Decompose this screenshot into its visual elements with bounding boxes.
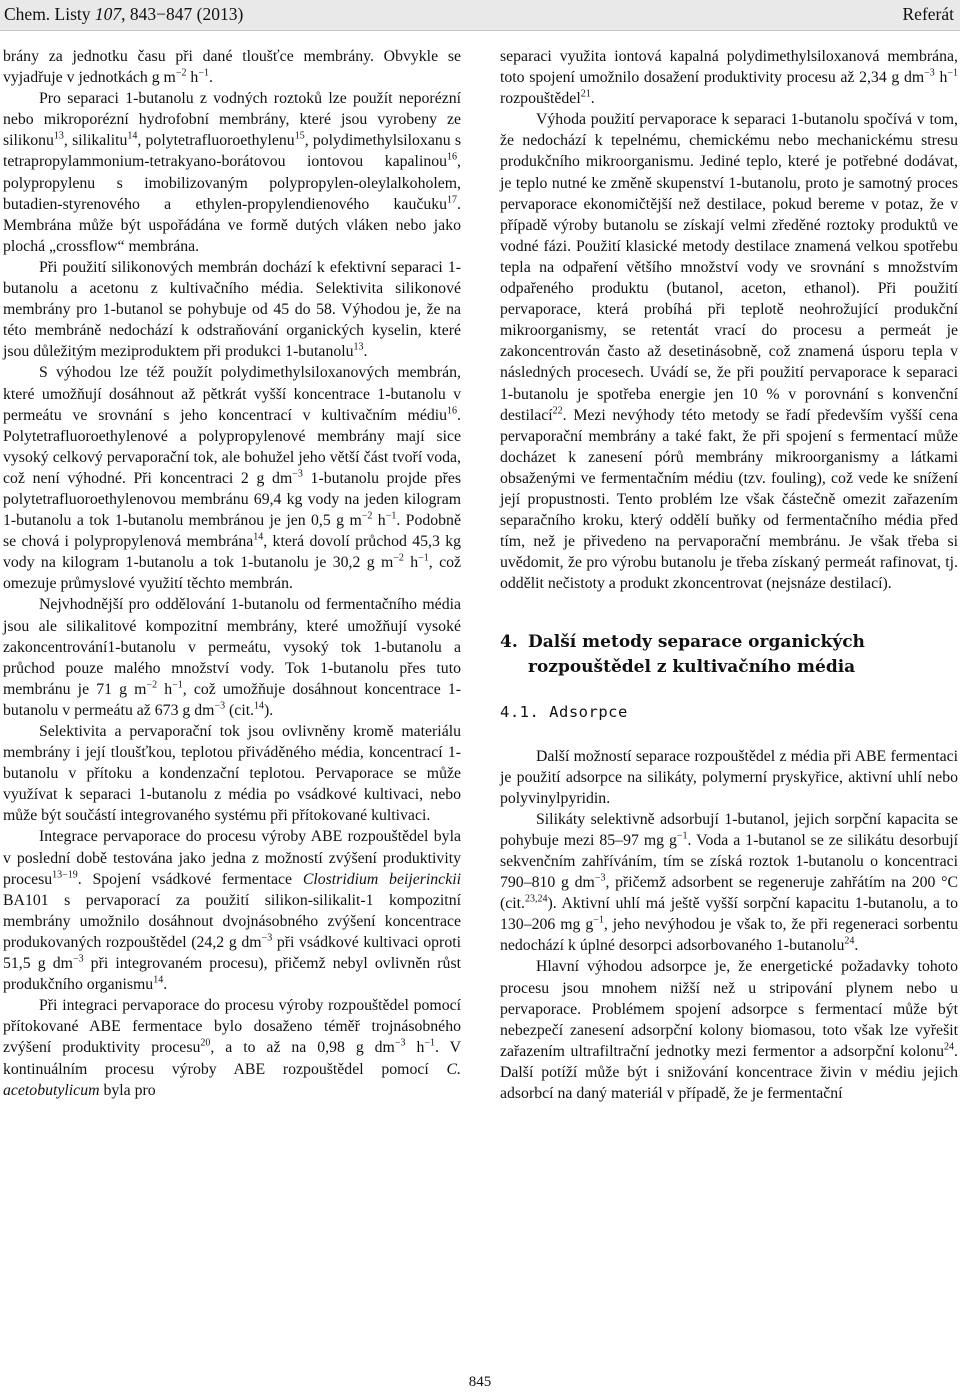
section-title-line-1: Další metody separace organických — [528, 632, 865, 653]
left-column — [3, 46, 461, 1101]
paragraph: Silikáty selektivně adsorbují 1-butanol, jejich sorpční kapacita se pohybuje mezi 85–97 mg $g^{-1}$. Voda a 1-butanol se ze silikátu desorbují sekvenčním zahříváním, tím se získá roztok 1-butanolu o koncentraci 790–810 g $dm^{-3}$, přičemž adsorbent se regeneruje zahřátím na 200 °C (cit.$^{23,24}$). Aktivní uhlí má ještě vyšší sorpční kapacitu 1-butanolu, a to 130–206 mg $g^{-1}$, jeho nevýhodou je však to, že při regeneraci sorbentu nedochází k úplné desorpci adsorbovaného 1-butanolu$^{24}$. — [500, 810, 958, 955]
paragraph: Integrace pervaporace do procesu výroby ABE rozpouštědel byla v poslední době testována jako jedna z možností zvýšení produktivity procesu$^{13-19}$. Spojení vsádkové fermentace Clostridium beijerinckii BA101 s pervaporací za použití silikon-silikalit-1 kompozitní membrány umožnilo dosáhnout dvojnásobného zvýšení koncentrace produkovaných rozpouštědel (24,2 g $dm^{-3}$ při vsádkové kultivaci oproti 51,5 g $dm^{-3}$ při integrovaném procesu), přičemž nebyl ovlivněn růst produkčního organismu$^{14}$. — [3, 828, 461, 994]
section-number: 4. — [500, 632, 518, 653]
section-heading — [500, 630, 958, 680]
paragraph: brány za jednotku času při dané tloušťce membrány. Obvykle se vyjadřuje v jednotkách g $m^{-2}$ $h^{-1}$. — [3, 48, 461, 87]
journal-citation: Chem. Listy 107, 843−847 (2013) — [4, 4, 244, 24]
paragraph: S výhodou lze též použít polydimethylsiloxanových membrán, které umožňují dosáhnout až pětkrát vyšší koncentrace 1-butanolu v permeátu ve srovnání s jeho koncentrací v kultivačním médiu$^{16}$. Polytetrafluoroethylenové a polypropylenové membrány mají sice vysoký celkový pervaporační tok, ale bohužel jeho větší část tvoří voda, což není výhodné. Při koncentraci 2 g $dm^{-3}$ 1-butanolu projde přes polytetrafluoroethylenovou membránu 69,4 kg vody na jeden kilogram 1-butanolu a tok 1-butanolu membránou je jen 0,5 g $m^{-2}$ $h^{-1}$. Podobně se chová i polypropylenová membrána$^{14}$, která dovolí průchod 45,3 kg vody na kilogram 1-butanolu a tok 1-butanolu je 30,2 g $m^{-2}$ $h^{-1}$, což omezuje průmyslové využití těchto membrán. — [3, 364, 461, 593]
paragraph: Při použití silikonových membrán dochází k efektivní separaci 1-butanolu a acetonu z kultivačního média. Selektivita silikonové membrány pro 1-butanol se pohybuje od 45 do 58. Výhodou je, že na této membráně nedochází k odstraňování organických kyselin, které jsou důležitým meziproduktem při produkci 1-butanolu$^{13}$. — [3, 258, 461, 361]
paragraph: Pro separaci 1-butanolu z vodných roztoků lze použít neporézní nebo mikroporézní hydrofobní membrány, které jsou vyrobeny ze silikonu$^{13}$, silikalitu$^{14}$, polytetrafluoroethylenu$^{15}$, polydimethylsiloxanu s tetrapropylammonium-tetrakyano-borátovou iontovou kapalinou$^{16}$, polypropylenu s imobilizovaným polypropylen-oleylalkoholem, butadien-styrenového a ethylen-propylendienového kaučuku$^{17}$. Membrána může být uspořádána ve formě dutých vláken nebo jako plochá „crossflow“ membrána. — [3, 90, 461, 255]
subsection-heading: 4.1. Adsorpce — [500, 703, 628, 722]
paragraph: Selektivita a pervaporační tok jsou ovlivněny kromě materiálu membrány i její tloušťkou, teplotou přiváděného média, koncentrací 1-butanolu v přítoku a kondenzační teplotou. Pervaporace se může využívat k separaci 1-butanolu z média po vsádkové kultivaci, nebo může být součástí integrovaného systému při přítokované kultivaci. — [3, 723, 461, 825]
paragraph: Při integraci pervaporace do procesu výroby rozpouštědel pomocí přítokované ABE fermentace bylo dosaženo téměř trojnásobného zvýšení produktivity procesu$^{20}$, a to až na 0,98 g $dm^{-3}$ $h^{-1}$. V kontinuálním procesu výroby ABE rozpouštědel pomocí C. acetobutylicum byla pro — [3, 997, 461, 1099]
article-type: Referát — [902, 4, 954, 24]
paragraph: Hlavní výhodou adsorpce je, že energetické požadavky tohoto procesu jsou mnohem nižší než u stripování plynem nebo u pervaporace. Problémem spojení adsorpce s fermentací může být nebezpečí zanesení adsorpční kolony biomasou, toto však lze vyřešit zařazením ultrafiltrační jednotky mezi fermentor a adsorpční kolonu$^{24}$. Další potíží může být i snižování koncentrace živin v médiu jejich adsorbcí na daný materiál v případě, že je fermentační — [500, 958, 958, 1103]
paragraph: Výhoda použití pervaporace k separaci 1-butanolu spočívá v tom, že nedochází k tepelnému, chemickému nebo mechanickému stresu produkčního mikroorganismu. Jediné teplo, které je potřebné dodávat, je teplo nutné ke změně skupenství 1-butanolu, proto je samotný proces pervaporace ekonomičtější než destilace, pokud bereme v potaz, že v případě výroby butanolu se získají velmi zředěné roztoky produktů ve vodné fázi. Použití klasické metody destilace znamená velkou spotřebu tepla na odpaření většího množství vody ve srovnání s množstvím odpařeného produktu (butanol, aceton, ethanol). Při použití pervaporace, která probíhá při teplotě neohrožující produkční mikroorganismy, se retentát vrací do procesu a permeát je zakoncentrován často až desetinásobně, což znamená úsporu tepla v následných procesech. Uvádí se, že při použití pervaporace k separaci 1-butanolu je spotřeba energie jen 10 % v porovnání s konvenční destilací$^{22}$. Mezi nevýhody této metody se řadí především vyšší cena pervaporační membrány a také fakt, že při spojení s fermentací může docházet k zanesení pórů membrány mikroorganismy a látkami obsaženými ve fermentačním médiu (tzv. fouling), což vede ke snížení její propustnosti. Tento problém lze však částečně omezit zařazením separačního kroku, který oddělí buňky od fermentačního média před tím, než je přivedeno na pervaporační membránu. Je však třeba si uvědomit, že pro výrobu butanolu je třeba získaný permeát rafinovat, tj. oddělit nečistoty a produkt zkoncentrovat (nejsnáze destilací). — [500, 111, 958, 593]
paragraph: Nejvhodnější pro oddělování 1-butanolu od fermentačního média jsou ale silikalitové kompozitní membrány, které umožňují vysoké zakoncentrování1-butanolu v permeátu, vysoký tok 1-butanolu a průchod pouze malého množství vody. Tok 1-butanolu přes tuto membránu je 71 g $m^{-2}$ $h^{-1}$, což umožňuje dosáhnout koncentrace 1-butanolu v permeátu až 673 g $dm^{-3}$ (cit.$^{14}$). — [3, 596, 461, 719]
right-column — [500, 46, 958, 1104]
paragraph: separaci využita iontová kapalná polydimethylsiloxanová membrána, toto spojení umožnilo dosažení produktivity procesu až 2,34 g $dm^{-3}$ $h^{-1}$ rozpouštědel$^{21}$. — [500, 48, 958, 108]
paragraph: Další možností separace rozpouštědel z média při ABE fermentaci je použití adsorpce na silikáty, polymerní pryskyřice, aktivní uhlí nebo polyvinylpyridin. — [500, 747, 958, 807]
section-title-line-2: rozpouštědel z kultivačního média — [528, 657, 856, 678]
page-number: 845 — [468, 1374, 492, 1390]
journal-header — [0, 0, 960, 31]
